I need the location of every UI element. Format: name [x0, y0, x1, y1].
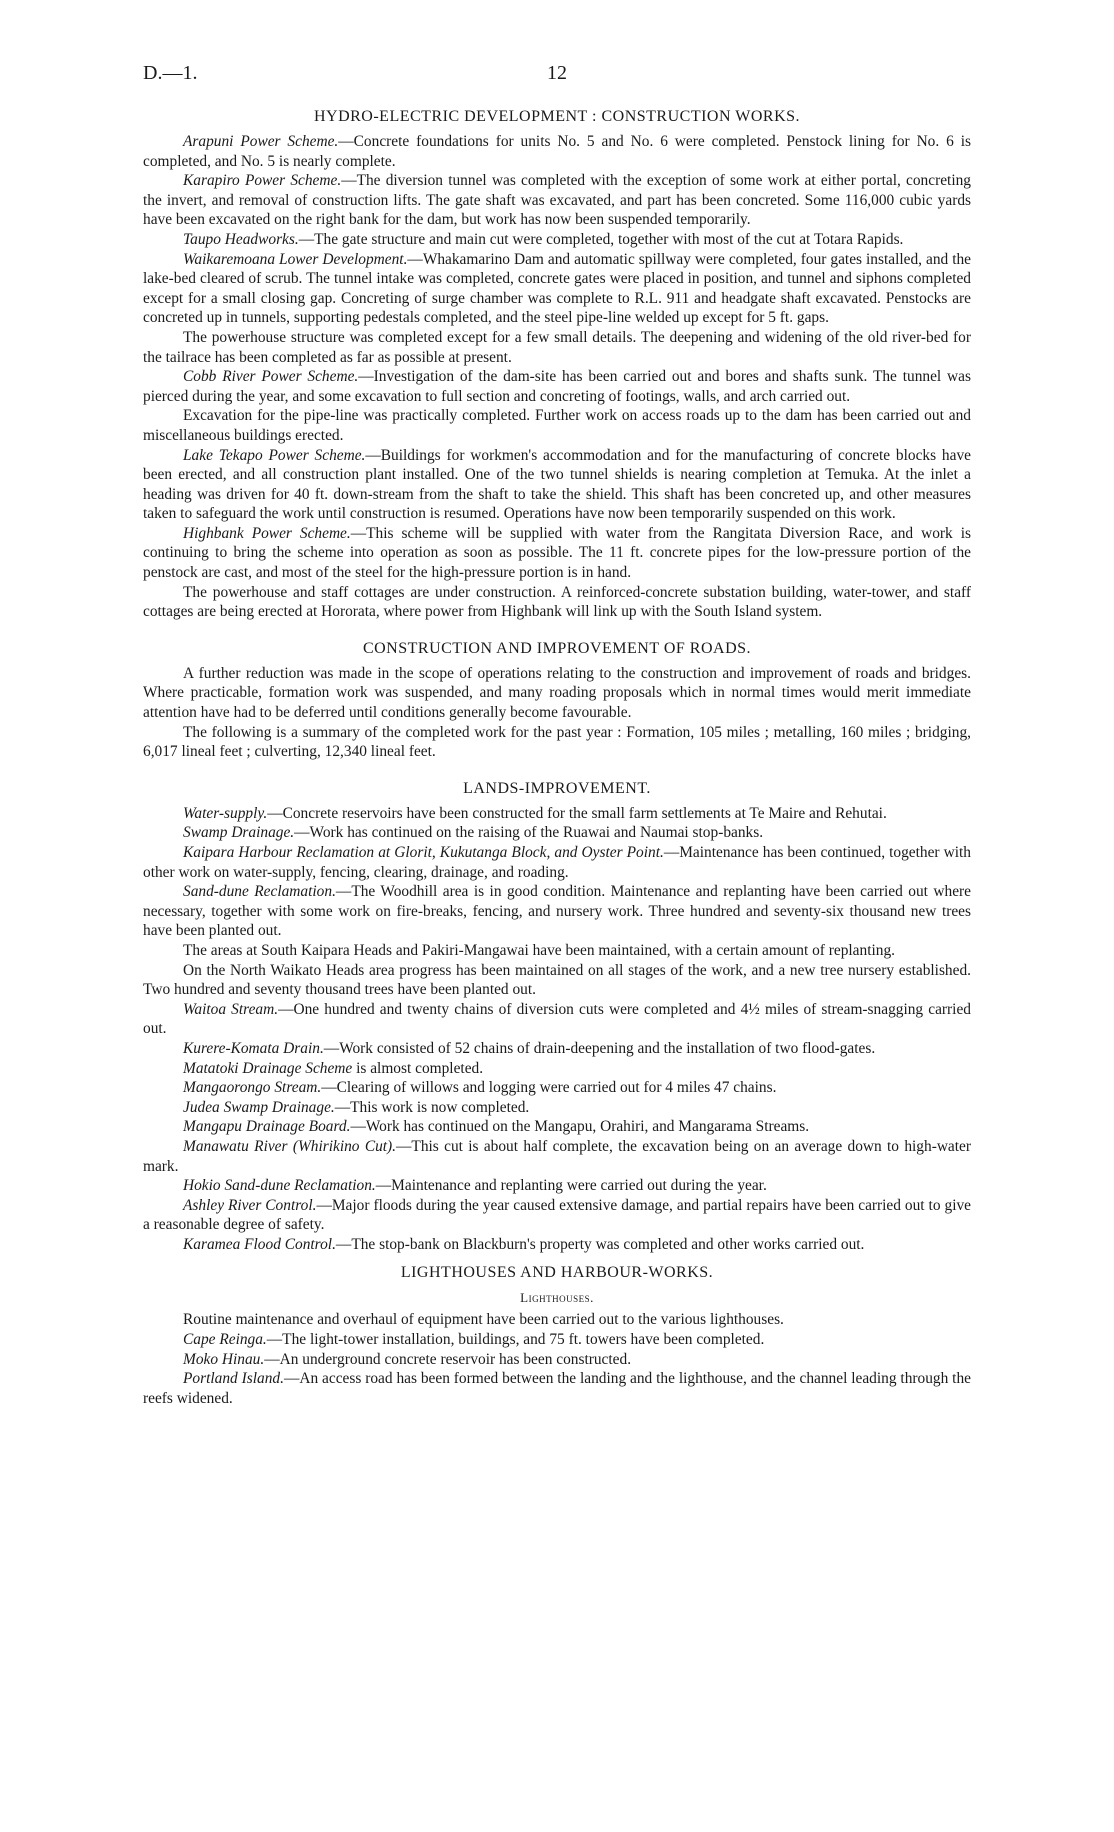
paragraph: [143, 1117, 971, 1137]
paragraph-lead-title: Manawatu River (Whirikino Cut).: [183, 1137, 397, 1155]
paragraph-text: —This scheme will be supplied with water from the Rangitata Diversion Race, and work is continuing to bring the scheme into operation as soon as possible. The 11 ft. concrete pipes for the low-pressure portion of the penstock are cast, and most of the steel for the high-pressure portion is in hand.: [143, 524, 971, 582]
paragraph-text: —An access road has been formed between the landing and the lighthouse, and the channel leading through the reefs widened.: [143, 1370, 971, 1407]
paragraph-lead-title: Cape Reinga.: [183, 1331, 267, 1349]
paragraph-lead-title: Waitoa Stream.: [183, 1000, 279, 1018]
paragraph-text: —Major floods during the year caused extensive damage, and partial repairs have been carried out to give a reasonable degree of safety.: [143, 1196, 971, 1234]
paragraph-lead-title: Waikaremoana Lower Development.: [183, 250, 408, 268]
paragraph: [143, 1235, 971, 1255]
paragraph-text: The powerhouse structure was completed except for a few small details. The deepening and widening of the old river-bed for the tailrace has been completed as far as possible at present.: [143, 328, 971, 366]
paragraph: [143, 406, 971, 445]
paragraph-text: Excavation for the pipe-line was practically completed. Further work on access roads up to the dam has been carried out and miscellaneous buildings erected.: [143, 407, 971, 444]
paragraph: [143, 1098, 971, 1118]
paragraph-lead-title: Matatoki Drainage Scheme: [183, 1059, 353, 1077]
paragraph: [143, 367, 971, 406]
paragraph-lead-title: Karapiro Power Scheme.: [183, 172, 342, 190]
paragraph: [143, 1137, 971, 1176]
paragraph: [143, 723, 971, 762]
paragraph-text: —Work has continued on the Mangapu, Orahiri, and Mangarama Streams.: [350, 1118, 810, 1136]
paragraph-lead-title: Lake Tekapo Power Scheme.: [183, 446, 366, 464]
paragraph: [143, 961, 971, 1000]
paragraph-lead-title: Taupo Headworks.: [183, 230, 299, 248]
paragraph-text: —An underground concrete reservoir has been constructed.: [264, 1350, 632, 1368]
paragraph: [143, 132, 971, 171]
paragraph-text: —Work has continued on the raising of the Ruawai and Naumai stop-banks.: [294, 824, 764, 842]
paragraph-text: —Concrete reservoirs have been constructed for the small farm settlements at Te Maire and Rehutai.: [267, 804, 887, 822]
paragraph: [143, 1039, 971, 1059]
section-spacer: [143, 622, 971, 638]
paragraph-lead-title: Mangapu Drainage Board.: [183, 1118, 351, 1136]
paragraph-lead-title: Swamp Drainage.: [183, 824, 295, 842]
paragraph: [143, 1059, 971, 1079]
paragraph-text: The powerhouse and staff cottages are under construction. A reinforced-concrete substation building, water-tower, and staff cottages are being erected at Hororata, where power from Highbank will link up with the South Island system.: [143, 583, 971, 621]
paragraph-lead-title: Arapuni Power Scheme.: [183, 133, 339, 150]
paragraph-text: is almost completed.: [352, 1059, 484, 1077]
paragraph-lead-title: Ashley River Control.: [183, 1196, 317, 1214]
paragraph-text: —Concrete foundations for units No. 5 and No. 6 were completed. Penstock lining for No. 6 is completed, and No. 5 is nearly complete.: [143, 133, 971, 170]
paragraph: [143, 230, 971, 250]
paragraph: [143, 843, 971, 882]
paragraph-lead-title: Water-supply.: [183, 804, 268, 822]
document-body: [143, 106, 971, 1408]
paragraph-text: —The stop-bank on Blackburn's property was completed and other works carried out.: [335, 1235, 865, 1253]
paragraph-text: The following is a summary of the completed work for the past year : Formation, 105 miles ; metalling, 160 miles ; bridging, 6,017 lineal feet ; culverting, 12,340 lineal feet.: [143, 723, 971, 761]
page-header: [143, 62, 971, 92]
document-reference: D.—1.: [143, 62, 198, 84]
paragraph-text: —Maintenance and replanting were carried out during the year.: [375, 1177, 767, 1195]
page-number: 12: [547, 62, 567, 84]
section-heading: LANDS-IMPROVEMENT.: [463, 779, 651, 797]
paragraph-lead-title: Cobb River Power Scheme.: [183, 368, 359, 386]
paragraph-text: —This work is now completed.: [334, 1098, 530, 1116]
paragraph: [143, 1196, 971, 1235]
paragraph: [143, 1350, 971, 1370]
paragraph-text: —Whakamarino Dam and automatic spillway were completed, four gates installed, and the lake-bed cleared of scrub. The tunnel intake was completed, concrete gates were placed in position, and tunnel and siphons completed except for a small closing gap. Concreting of surge chamber was complete to R.L. 911 and headgate shaft excavated. Penstocks are concreted up in tunnels, supporting pedestals completed, and the steel pipe-line welded up except for 5 ft. gaps.: [143, 250, 972, 327]
paragraph-lead-title: Moko Hinau.: [183, 1350, 265, 1368]
paragraph: [143, 1000, 971, 1039]
section-spacer: [143, 762, 971, 778]
paragraph: [143, 664, 971, 723]
paragraph: [143, 1330, 971, 1350]
paragraph: [143, 1310, 971, 1330]
paragraph: [143, 1078, 971, 1098]
paragraph-lead-title: Hokio Sand-dune Reclamation.: [183, 1177, 376, 1195]
paragraph-text: —The Woodhill area is in good condition. Maintenance and replanting have been carried out where necessary, together with some work on fire-breaks, fencing, and nursery work. Three hundred and seventy-six thousand new trees have been planted out.: [143, 883, 971, 940]
paragraph: [143, 583, 971, 622]
paragraph-text: —The diversion tunnel was completed with the exception of some work at either portal, concreting the invert, and removal of construction lifts. The gate shaft was excavated, and part has been concreted. Some 116,000 cubic yards have been excavated on the right bank for the dam, but work has now been suspended temporarily.: [143, 172, 971, 229]
paragraph-text: On the North Waikato Heads area progress has been maintained on all stages of the work, and a new tree nursery established. Two hundred and seventy thousand trees have been planted out.: [143, 961, 971, 999]
paragraph-lead-title: Mangaorongo Stream.: [183, 1079, 322, 1097]
paragraph-text: —One hundred and twenty chains of diversion cuts were completed and 4½ miles of stream-snagging carried out.: [143, 1000, 971, 1038]
paragraph-lead-title: Portland Island.: [183, 1370, 284, 1388]
paragraph-text: —Investigation of the dam-site has been carried out and bores and shafts sunk. The tunnel was pierced during the year, and some excavation to full section and concreting of footings, walls, and arch carried out.: [143, 368, 971, 405]
section-heading: CONSTRUCTION AND IMPROVEMENT OF ROADS.: [362, 639, 752, 657]
paragraph-lead-title: Sand-dune Reclamation.: [183, 883, 336, 901]
paragraph-lead-title: Kurere-Komata Drain.: [183, 1039, 324, 1057]
section-heading: HYDRO-ELECTRIC DEVELOPMENT : CONSTRUCTION WORKS.: [313, 108, 801, 125]
section-spacer: [143, 1254, 971, 1262]
paragraph: [143, 941, 971, 961]
paragraph-lead-title: Karamea Flood Control.: [183, 1235, 336, 1253]
paragraph: [143, 250, 971, 328]
paragraph: [143, 1369, 971, 1408]
paragraph: [143, 171, 971, 230]
paragraph: [143, 882, 971, 941]
paragraph-text: —Maintenance has been continued, together with other work on water-supply, fencing, clearing, drainage, and roading.: [143, 844, 971, 881]
paragraph-text: The areas at South Kaipara Heads and Pakiri-Mangawai have been maintained, with a certain amount of replanting.: [183, 941, 895, 959]
paragraph: [143, 823, 971, 843]
paragraph-text: —Clearing of willows and logging were carried out for 4 miles 47 chains.: [321, 1079, 777, 1097]
paragraph-text: A further reduction was made in the scope of operations relating to the construction and improvement of roads and bridges. Where practicable, formation work was suspended, and many roading proposals which in normal times would merit immediate attention have had to be deferred until conditions generally become favourable.: [143, 664, 971, 722]
paragraph-text: —This cut is about half complete, the excavation being on an average down to high-water mark.: [143, 1137, 971, 1175]
paragraph: [143, 1176, 971, 1196]
paragraph: [143, 804, 971, 824]
paragraph-text: —The light-tower installation, buildings, and 75 ft. towers have been completed.: [266, 1331, 765, 1349]
paragraph: [143, 446, 971, 524]
paragraph: [143, 328, 971, 367]
paragraph-lead-title: Highbank Power Scheme.: [183, 524, 351, 542]
paragraph: [143, 524, 971, 583]
paragraph-text: Routine maintenance and overhaul of equipment have been carried out to the various lighthouses.: [183, 1311, 784, 1329]
paragraph-text: —The gate structure and main cut were completed, together with most of the cut at Totara Rapids.: [298, 230, 904, 248]
paragraph-lead-title: Kaipara Harbour Reclamation at Glorit, Kukutanga Block, and Oyster Point.: [183, 844, 664, 861]
section-subheading: Lighthouses.: [520, 1290, 594, 1306]
paragraph-lead-title: Judea Swamp Drainage.: [183, 1098, 335, 1116]
paragraph-text: —Buildings for workmen's accommodation and for the manufacturing of concrete blocks have been erected, and all construction plant installed. One of the two tunnel shields is nearing completion at Temuka. At the inlet a heading was driven for 40 ft. down-stream from the shaft to take the shield. This shaft has been concreted up, and other measures taken to safeguard the work until construction is resumed. Operations have now been temporarily suspended on this work.: [143, 446, 971, 523]
paragraph-text: —Work consisted of 52 chains of drain-deepening and the installation of two flood-gates.: [323, 1039, 876, 1057]
section-heading: LIGHTHOUSES AND HARBOUR-WORKS.: [400, 1264, 714, 1282]
